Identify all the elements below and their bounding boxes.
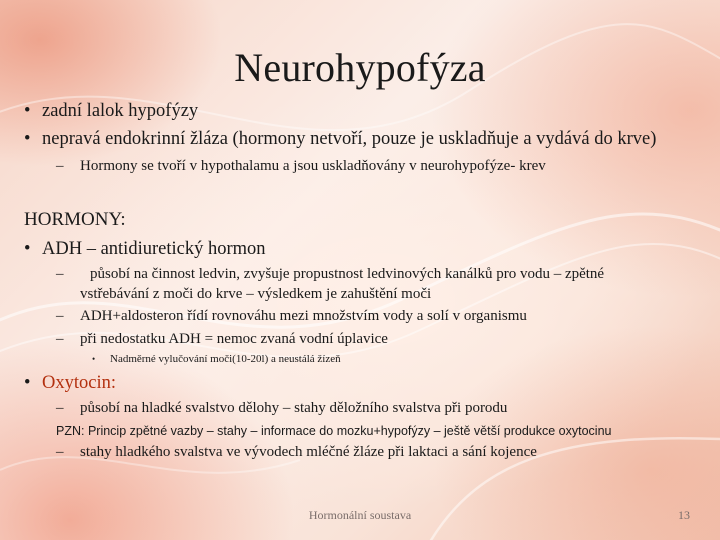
adh-point-1-cont: vstřebávání z moči do krve – výsledkem je zahuštění moči — [80, 286, 432, 302]
adh-point-text: při nedostatku ADH = nemoc zvaná vodní úplavice — [80, 331, 388, 347]
dash-icon: – — [56, 331, 64, 347]
adh-label: ADH – antidiuretický hormon — [42, 239, 266, 259]
oxytocin-pzn-note: PZN: Princip zpětné vazby – stahy – informace do mozku+hypofýzy – ještě větší produkce oxytocinu — [56, 424, 612, 438]
adh-point-text: ADH+aldosteron řídí rovnováhu mezi množstvím vody a solí v organismu — [80, 308, 527, 324]
dash-icon: – — [56, 308, 64, 324]
intro-bullet-2 — [24, 129, 656, 150]
oxytocin-point-2 — [56, 444, 537, 461]
intro-bullet-text: nepravá endokrinní žláza (hormony netvoří, pouze je uskladňuje a vydává do krve) — [42, 129, 657, 149]
hormones-heading: HORMONY: — [24, 209, 126, 230]
oxytocin-bullet — [24, 373, 116, 394]
bullet-icon: • — [92, 354, 96, 364]
adh-subpoint-text: Nadměrné vylučování moči(10-20l) a neustálá žízeň — [110, 353, 341, 365]
intro-subpoint-text: Hormony se tvoří v hypothalamu a jsou uskladňovány v neurohypofýze- krev — [80, 158, 546, 174]
intro-subpoint — [56, 158, 546, 175]
dash-icon: – — [56, 158, 64, 174]
bullet-icon: • — [24, 129, 31, 149]
oxytocin-point-text: stahy hladkého svalstva ve vývodech mléčné žláze při laktaci a sání kojence — [80, 444, 537, 460]
adh-point-3 — [56, 331, 388, 348]
bullet-icon: • — [24, 239, 31, 259]
adh-point-2 — [56, 308, 527, 325]
bullet-icon: • — [24, 101, 31, 121]
intro-bullet-1 — [24, 101, 198, 122]
oxytocin-label: Oxytocin: — [42, 373, 116, 393]
adh-point-1 — [56, 266, 604, 283]
adh-subpoint — [92, 353, 341, 365]
page-number: 13 — [678, 508, 690, 522]
adh-bullet — [24, 239, 266, 260]
oxytocin-point-text: působí na hladké svalstvo dělohy – stahy děložního svalstva při porodu — [80, 400, 508, 416]
adh-point-text: působí na činnost ledvin, zvyšuje propustnost ledvinových kanálků pro vodu – zpětné — [90, 266, 605, 282]
intro-bullet-text: zadní lalok hypofýzy — [42, 101, 199, 121]
dash-icon: – — [56, 266, 64, 282]
slide-footer: Hormonální soustava — [308, 508, 412, 522]
oxytocin-point-1 — [56, 400, 507, 417]
dash-icon: – — [56, 400, 64, 416]
slide-title: Neurohypofýza — [234, 45, 486, 90]
bullet-icon: • — [24, 373, 31, 393]
dash-icon: – — [56, 444, 64, 460]
